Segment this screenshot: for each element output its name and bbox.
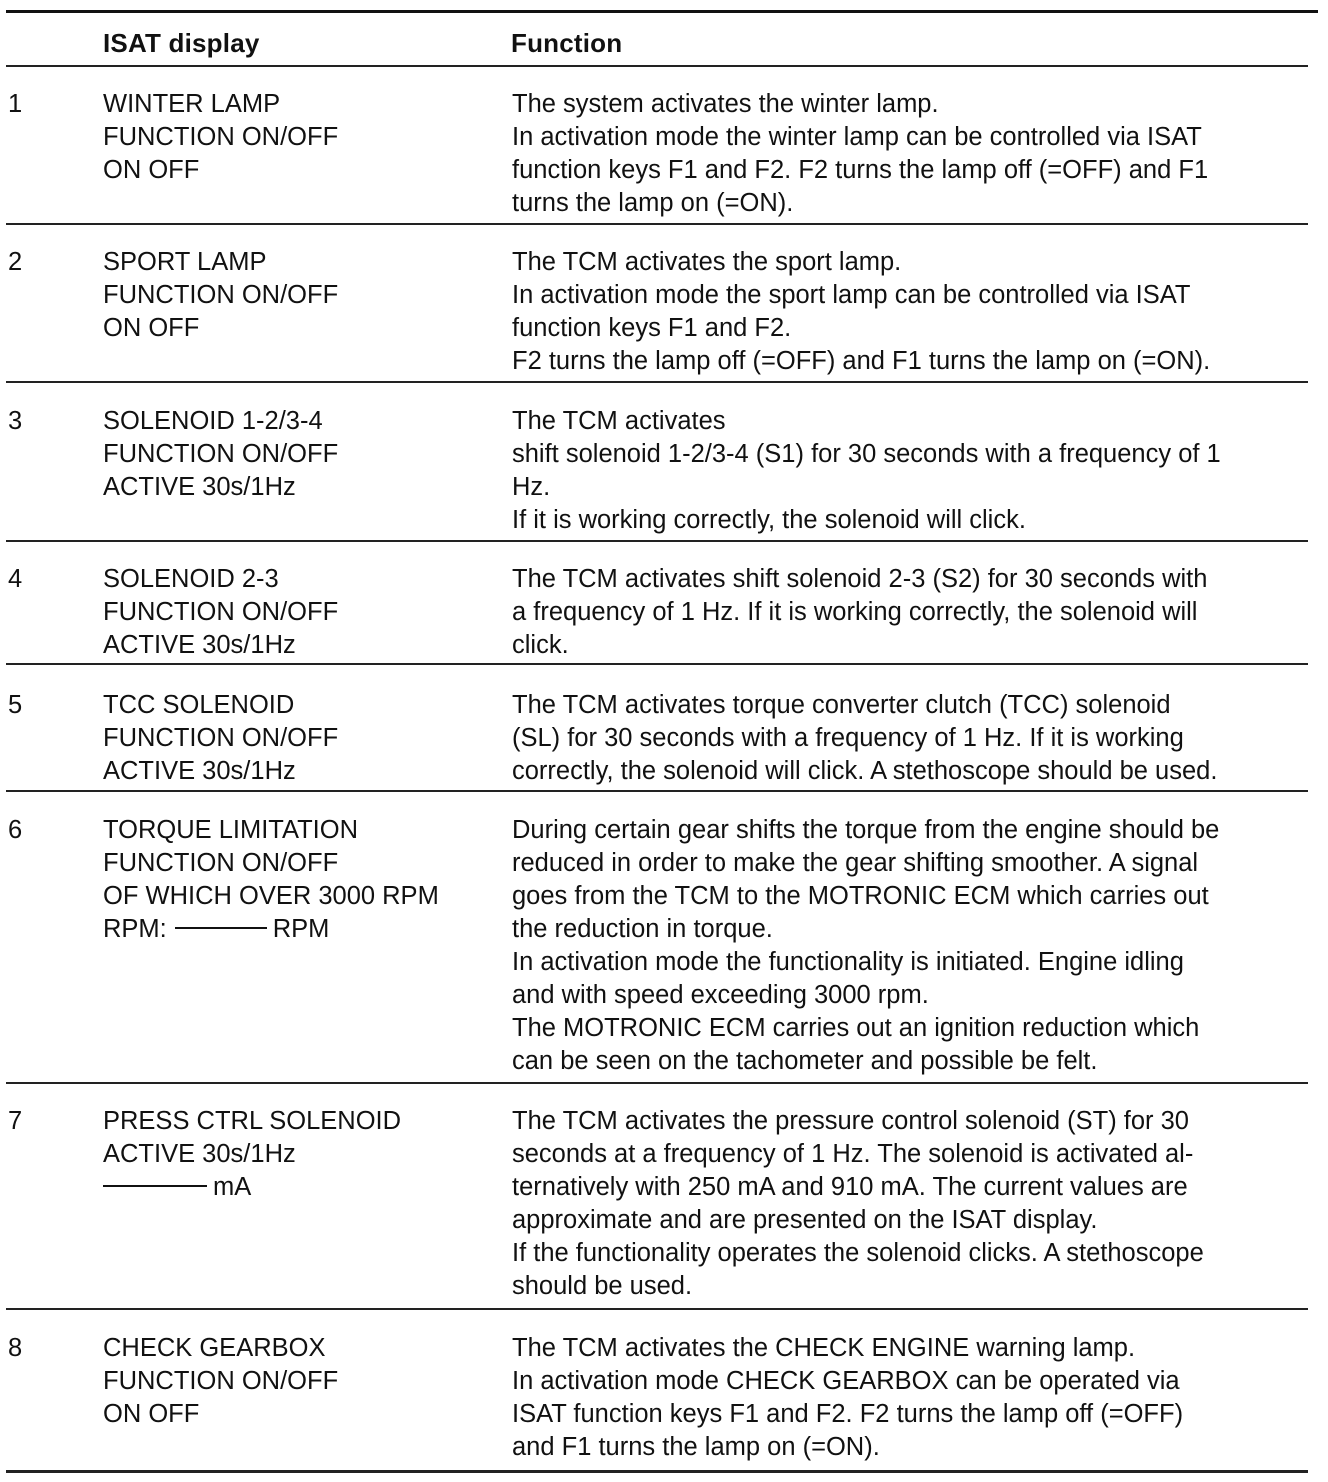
display-line: TCC SOLENOID <box>103 691 295 719</box>
display-line: FUNCTION ON/OFF <box>103 849 339 877</box>
function-line: The TCM activates shift solenoid 2-3 (S2) for 30 seconds with <box>512 565 1208 593</box>
function-line: ISAT function keys F1 and F2. F2 turns the lamp off (=OFF) <box>512 1400 1184 1428</box>
row-number: 3 <box>8 407 23 435</box>
row-divider <box>6 540 1308 542</box>
function-line: correctly, the solenoid will click. A stethoscope should be used. <box>512 757 1218 785</box>
function-line: should be used. <box>512 1272 693 1300</box>
row-divider <box>6 663 1308 665</box>
function-cell <box>512 88 1312 220</box>
display-line: TORQUE LIMITATION <box>103 816 359 844</box>
row-number: 6 <box>8 816 23 844</box>
ma-readout <box>103 1171 498 1204</box>
function-cell <box>512 1332 1312 1464</box>
rpm-prefix: RPM: <box>103 915 167 943</box>
function-line: The TCM activates <box>512 407 726 435</box>
function-line: The TCM activates torque converter clutch (TCC) solenoid <box>512 691 1171 719</box>
function-line: In activation mode the sport lamp can be controlled via ISAT <box>512 281 1191 309</box>
function-line: a frequency of 1 Hz. If it is working correctly, the solenoid will <box>512 598 1198 626</box>
row-number: 7 <box>8 1107 23 1135</box>
function-line: seconds at a frequency of 1 Hz. The solenoid is activated al- <box>512 1140 1194 1168</box>
display-line: ON OFF <box>103 156 200 184</box>
display-line: FUNCTION ON/OFF <box>103 724 339 752</box>
row-number: 8 <box>8 1334 23 1362</box>
function-cell <box>512 246 1312 378</box>
display-line: ON OFF <box>103 314 200 342</box>
display-line: ACTIVE 30s/1Hz <box>103 757 296 785</box>
function-line: can be seen on the tachometer and possible be felt. <box>512 1047 1098 1075</box>
display-line: ACTIVE 30s/1Hz <box>103 1140 296 1168</box>
display-line: FUNCTION ON/OFF <box>103 123 339 151</box>
function-line: the reduction in torque. <box>512 915 773 943</box>
row-number: 4 <box>8 565 23 593</box>
function-cell <box>512 814 1312 1078</box>
function-line: In activation mode the functionality is initiated. Engine idling <box>512 948 1184 976</box>
isat-display-cell <box>103 814 498 946</box>
table-header <box>0 24 1328 64</box>
function-line: In activation mode the winter lamp can be controlled via ISAT <box>512 123 1202 151</box>
row-divider <box>6 1082 1308 1084</box>
function-cell <box>512 405 1312 537</box>
function-line: function keys F1 and F2. <box>512 314 792 342</box>
isat-display-cell <box>103 246 498 345</box>
row-number: 1 <box>8 90 23 118</box>
display-line: SOLENOID 1-2/3-4 <box>103 407 323 435</box>
display-line: FUNCTION ON/OFF <box>103 598 339 626</box>
isat-display-cell <box>103 1332 498 1431</box>
isat-display-cell <box>103 88 498 187</box>
function-line: F2 turns the lamp off (=OFF) and F1 turns the lamp on (=ON). <box>512 347 1211 375</box>
row-divider <box>6 381 1308 383</box>
row-divider <box>6 790 1308 792</box>
function-cell <box>512 1105 1312 1303</box>
function-line: If it is working correctly, the solenoid will click. <box>512 506 1026 534</box>
function-line: reduced in order to make the gear shifting smoother. A signal <box>512 849 1199 877</box>
blank-value-line <box>103 1185 207 1187</box>
function-line: and F1 turns the lamp on (=ON). <box>512 1433 880 1461</box>
function-line: The TCM activates the sport lamp. <box>512 248 902 276</box>
display-line: ACTIVE 30s/1Hz <box>103 631 296 659</box>
isat-display-cell <box>103 689 498 788</box>
function-line: ternatively with 250 mA and 910 mA. The current values are <box>512 1173 1188 1201</box>
display-line: FUNCTION ON/OFF <box>103 281 339 309</box>
function-line: click. <box>512 631 569 659</box>
header-function: Function <box>511 28 623 58</box>
function-line: and with speed exceeding 3000 rpm. <box>512 981 929 1009</box>
isat-display-cell <box>103 405 498 504</box>
top-rule <box>6 10 1318 13</box>
function-line: turns the lamp on (=ON). <box>512 189 794 217</box>
display-line: OF WHICH OVER 3000 RPM <box>103 882 439 910</box>
row-divider <box>6 1308 1308 1310</box>
function-line: function keys F1 and F2. F2 turns the lamp off (=OFF) and F1 <box>512 156 1209 184</box>
function-line: approximate and are presented on the ISAT display. <box>512 1206 1098 1234</box>
function-line: In activation mode CHECK GEARBOX can be operated via <box>512 1367 1180 1395</box>
display-line: ACTIVE 30s/1Hz <box>103 473 296 501</box>
ma-suffix: mA <box>213 1173 252 1201</box>
function-line: goes from the TCM to the MOTRONIC ECM which carries out <box>512 882 1209 910</box>
function-cell <box>512 689 1312 788</box>
display-line: SPORT LAMP <box>103 248 267 276</box>
row-number: 5 <box>8 691 23 719</box>
function-line: (SL) for 30 seconds with a frequency of 1 Hz. If it is working <box>512 724 1184 752</box>
function-line: The system activates the winter lamp. <box>512 90 939 118</box>
function-cell <box>512 563 1312 662</box>
rpm-suffix: RPM <box>272 915 330 943</box>
function-line: During certain gear shifts the torque from the engine should be <box>512 816 1220 844</box>
rpm-readout <box>103 913 498 946</box>
display-line: FUNCTION ON/OFF <box>103 440 339 468</box>
header-rule <box>6 65 1308 67</box>
function-line: Hz. <box>512 473 551 501</box>
display-line: SOLENOID 2-3 <box>103 565 279 593</box>
function-line: The TCM activates the pressure control solenoid (ST) for 30 <box>512 1107 1189 1135</box>
display-line: CHECK GEARBOX <box>103 1334 326 1362</box>
function-line: If the functionality operates the solenoid clicks. A stethoscope <box>512 1239 1204 1267</box>
header-isat-display: ISAT display <box>103 28 260 58</box>
function-line: shift solenoid 1-2/3-4 (S1) for 30 seconds with a frequency of 1 <box>512 440 1221 468</box>
display-line: PRESS CTRL SOLENOID <box>103 1107 402 1135</box>
row-number: 2 <box>8 248 23 276</box>
bottom-rule <box>6 1470 1308 1473</box>
blank-value-line <box>175 927 267 929</box>
row-divider <box>6 223 1308 225</box>
isat-display-cell <box>103 563 498 662</box>
function-line: The MOTRONIC ECM carries out an ignition reduction which <box>512 1014 1200 1042</box>
display-line: ON OFF <box>103 1400 200 1428</box>
display-line: FUNCTION ON/OFF <box>103 1367 339 1395</box>
display-line: WINTER LAMP <box>103 90 281 118</box>
function-line: The TCM activates the CHECK ENGINE warning lamp. <box>512 1334 1136 1362</box>
isat-display-cell <box>103 1105 498 1204</box>
